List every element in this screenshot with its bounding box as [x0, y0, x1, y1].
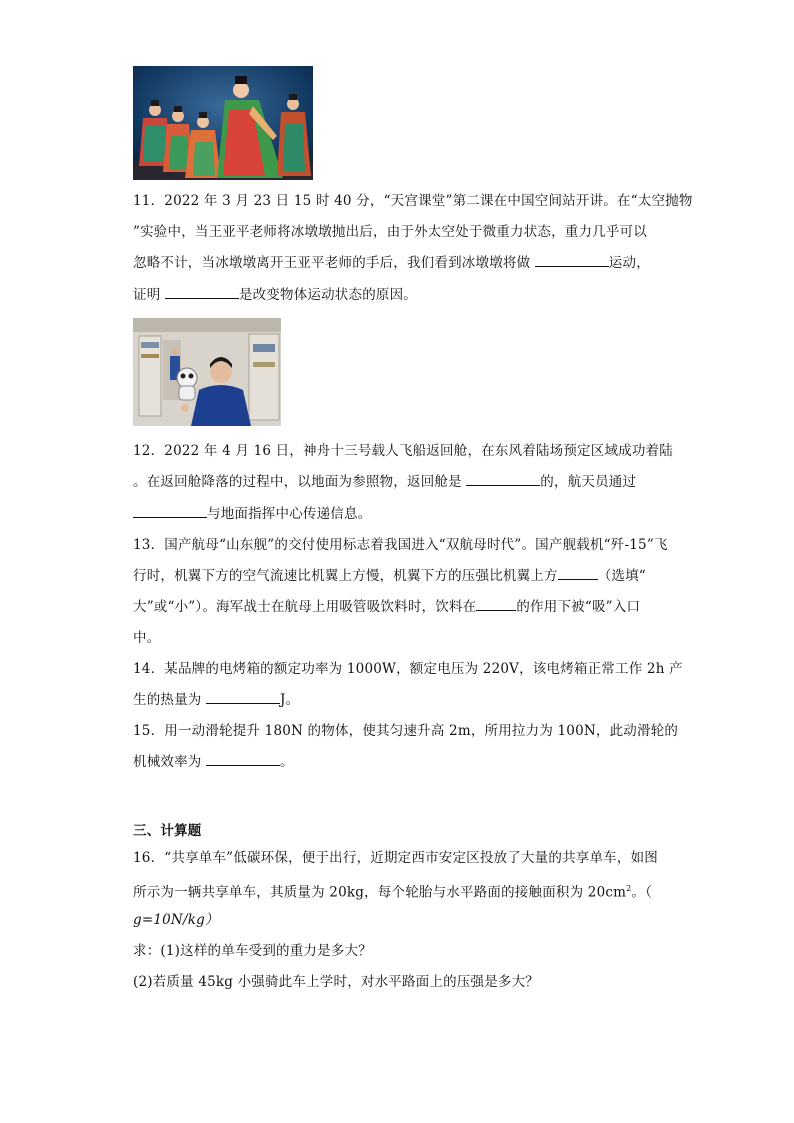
q14-line-2-tail: J。 [280, 692, 300, 708]
q11-line-3 [133, 254, 665, 272]
answer-blank[interactable] [206, 753, 280, 766]
q16-line-2-text: 所示为一辆共享单车，其质量为 20kg，每个轮胎与水平路面的接触面积为 20cm [133, 884, 627, 901]
q11-line-4-text: 证明 [133, 287, 165, 303]
q12-line-2-tail: 的，航天员通过 [540, 474, 637, 490]
answer-blank[interactable] [558, 567, 598, 580]
q13-line-3-tail: 的作用下被“吸”入口 [516, 599, 641, 615]
q12-line-3-tail: 与地面指挥中心传递信息。 [207, 506, 372, 522]
answer-blank[interactable] [476, 598, 516, 611]
answer-blank[interactable] [133, 505, 207, 518]
q14-line-1: 14．某品牌的电烤箱的额定功率为 1000W，额定电压为 220V，该电烤箱正常工作 2h 产 [133, 661, 683, 677]
q13-line-2-tail: （选填“ [597, 568, 646, 584]
section-heading: 三、计算题 [133, 823, 202, 839]
q16-line-1: 16．“共享单车”低碳环保，便于出行，近期定西市安定区投放了大量的共享单车，如图 [133, 850, 658, 866]
q16-line-2-tail: 。（ [631, 884, 653, 901]
q16-superscript: 2 [626, 884, 632, 893]
q16-line-5: (2)若质量 45kg 小强骑此车上学时，对水平路面上的压强是多大？ [133, 974, 540, 990]
q12-line-1: 12．2022 年 4 月 16 日，神舟十三号载人飞船返回舱，在东风着陆场预定区域成功着陆 [133, 443, 673, 459]
q16-line-4: 求：(1)这样的单车受到的重力是多大？ [133, 943, 372, 959]
q13-line-2 [133, 567, 665, 585]
stage-performance-photo [133, 66, 313, 180]
q11-line-1: 11．2022 年 3 月 23 日 15 时 40 分，“天宫课堂”第二课在中国空间站开讲。在“太空抛物 [133, 193, 693, 209]
q11-line-4 [133, 286, 665, 304]
q14-line-2-text: 生的热量为 [133, 692, 206, 708]
answer-blank[interactable] [535, 254, 609, 267]
q11-line-3-tail: 运动， [608, 255, 650, 271]
q11-line-3-text: 忽略不计，当冰墩墩离开王亚平老师的手后，我们看到冰墩墩将做 [133, 255, 535, 271]
stage-performance-image [133, 66, 313, 180]
q13-line-3-text: 大”或“小”）。海军战士在航母上用吸管吸饮料时，饮料在 [133, 599, 477, 615]
q15-line-2-tail: 。 [280, 754, 294, 770]
q13-line-2-text: 行时，机翼下方的空气流速比机翼上方慢，机翼下方的压强比机翼上方 [133, 568, 558, 584]
q12-line-3 [133, 505, 665, 523]
q13-line-3 [133, 598, 665, 616]
q13-line-4: 中。 [133, 630, 161, 646]
q14-line-2 [133, 691, 665, 709]
answer-blank[interactable] [206, 691, 280, 704]
q16-line-2 [133, 880, 665, 902]
q15-line-2 [133, 753, 665, 771]
answer-blank[interactable] [165, 286, 239, 299]
space-station-image [133, 318, 281, 426]
q12-line-2 [133, 473, 665, 491]
q11-line-4-tail: 是改变物体运动状态的原因。 [238, 287, 418, 303]
q13-line-1: 13．国产航母“山东舰”的交付使用标志着我国进入“双航母时代”。国产舰载机“歼-15”飞 [133, 537, 668, 553]
q15-line-1: 15．用一动滑轮提升 180N 的物体，使其匀速升高 2m，所用拉力为 100N，此动滑轮的 [133, 723, 679, 739]
answer-blank[interactable] [466, 473, 540, 486]
q12-line-2-text: 。在返回舱降落的过程中，以地面为参照物，返回舱是 [133, 474, 467, 490]
q11-line-2: ”实验中，当王亚平老师将冰墩墩抛出后，由于外太空处于微重力状态，重力几乎可以 [133, 224, 648, 240]
space-station-photo [133, 318, 281, 426]
q15-line-2-text: 机械效率为 [133, 754, 206, 770]
q16-line-3: g=10N/kg） [133, 912, 219, 928]
